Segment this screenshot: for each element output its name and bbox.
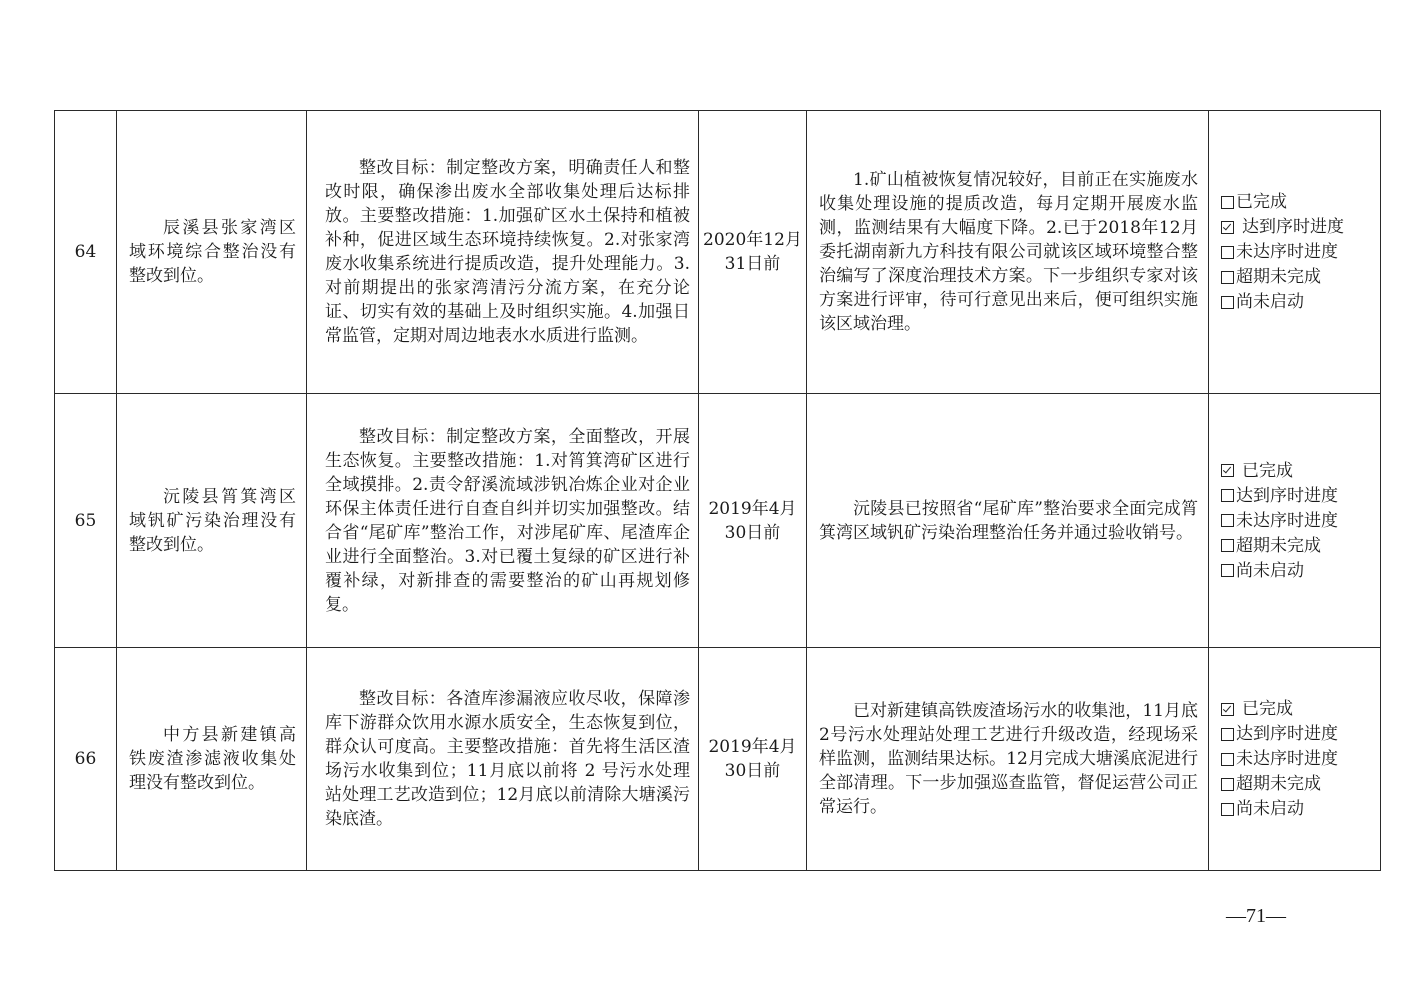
problem-cell	[117, 394, 307, 648]
progress-text: 沅陵县已按照省“尾矿库”整治要求全面完成筲箕湾区域钒矿污染治理整治任务并通过验收销号。	[819, 498, 1198, 543]
measures-text: 整改目标：各渣库渗漏液应收尽收，保障渗库下游群众饮用水源水质安全，生态恢复到位，群众认可度高。主要整改措施：首先将生活区渣场污水收集到位；11月底以前将 2 号污水处理站处理工艺改造到位；12月底以前清除大塘溪污染底渣。	[325, 689, 690, 829]
status-cell	[1209, 394, 1381, 648]
progress-cell	[807, 111, 1209, 394]
status-checklist	[1209, 458, 1380, 583]
deadline-cell	[699, 648, 807, 871]
status-option	[1221, 290, 1380, 315]
checkbox-icon	[1221, 778, 1234, 791]
checkbox-icon	[1221, 564, 1234, 577]
status-label: 达到序时进度	[1236, 724, 1338, 744]
status-option	[1221, 722, 1380, 747]
deadline-text: 2019年4月30日前	[708, 498, 797, 543]
status-label: 已完成	[1236, 192, 1287, 212]
checked-checkbox-icon	[1221, 221, 1234, 234]
checkbox-icon	[1221, 246, 1234, 259]
table-row	[55, 111, 1381, 394]
status-option	[1221, 747, 1380, 772]
status-label: 未达序时进度	[1236, 242, 1338, 262]
progress-text: 1.矿山植被恢复情况较好，目前正在实施废水收集处理设施的提质改造，每月定期开展废水监测，监测结果有大幅度下降。2.已于2018年12月委托湖南新九方科技有限公司就该区域环境整合整治编写了深度治理技术方案。下一步组织专家对该方案进行评审，待可行意见出来后，便可组织实施该区域治理。	[819, 170, 1198, 334]
measures-cell	[307, 394, 699, 648]
row-number: 65	[55, 394, 117, 648]
table-row	[55, 394, 1381, 648]
status-label: 尚未启动	[1236, 799, 1304, 819]
problem-cell	[117, 648, 307, 871]
status-label: 尚未启动	[1236, 292, 1304, 312]
measures-cell	[307, 111, 699, 394]
measures-cell	[307, 648, 699, 871]
deadline-text: 2020年12月31日前	[703, 230, 802, 274]
status-option	[1221, 215, 1380, 240]
checkbox-icon	[1221, 489, 1234, 502]
checked-checkbox-icon	[1221, 703, 1234, 716]
row-number: 66	[55, 648, 117, 871]
page-number: —71—	[1226, 905, 1286, 927]
status-option	[1221, 190, 1380, 215]
checkbox-icon	[1221, 728, 1234, 741]
measures-text: 整改目标：制定整改方案，全面整改，开展生态恢复。主要整改措施：1.对筲箕湾矿区进行全域摸排。2.责令舒溪流域涉钒冶炼企业对企业环保主体责任进行自查自纠并切实加强整改。结合省“尾矿库”整治工作，对涉尾矿库、尾渣库企业进行全面整治。3.对已覆土复绿的矿区进行补覆补绿，对新排查的需要整治的矿山再规划修复。	[325, 426, 690, 615]
status-option	[1221, 533, 1380, 558]
status-cell	[1209, 648, 1381, 871]
status-label: 达到序时进度	[1236, 485, 1338, 506]
deadline-cell	[699, 394, 807, 648]
status-option	[1221, 697, 1380, 722]
checkbox-icon	[1221, 196, 1234, 209]
checkbox-icon	[1221, 753, 1234, 766]
checkbox-icon	[1221, 271, 1234, 284]
status-option	[1221, 558, 1380, 583]
status-label: 未达序时进度	[1236, 749, 1338, 769]
deadline-text: 2019年4月30日前	[708, 737, 797, 781]
checked-checkbox-icon	[1221, 464, 1234, 477]
problem-text: 辰溪县张家湾区域环境综合整治没有整改到位。	[129, 218, 296, 286]
status-option	[1221, 458, 1380, 483]
status-label: 未达序时进度	[1236, 510, 1338, 531]
status-option	[1221, 772, 1380, 797]
problem-cell	[117, 111, 307, 394]
table-row	[55, 648, 1381, 871]
deadline-cell	[699, 111, 807, 394]
status-label: 已完成	[1242, 460, 1293, 481]
progress-text: 已对新建镇高铁废渣场污水的收集池，11月底2号污水处理站处理工艺进行升级改造，经现场采样监测，监测结果达标。12月完成大塘溪底泥进行全部清理。下一步加强巡查监管，督促运营公司正常运行。	[819, 701, 1198, 817]
progress-cell	[807, 648, 1209, 871]
measures-text: 整改目标：制定整改方案，明确责任人和整改时限，确保渗出废水全部收集处理后达标排放。主要整改措施：1.加强矿区水土保持和植被补种，促进区域生态环境持续恢复。2.对张家湾废水收集系统进行提质改造，提升处理能力。3.对前期提出的张家湾清污分流方案，在充分论证、切实有效的基础上及时组织实施。4.加强日常监管，定期对周边地表水水质进行监测。	[325, 158, 690, 346]
checkbox-icon	[1221, 539, 1234, 552]
checkbox-icon	[1221, 514, 1234, 527]
status-cell	[1209, 111, 1381, 394]
status-label: 达到序时进度	[1242, 217, 1344, 237]
status-label: 超期未完成	[1236, 267, 1321, 287]
status-label: 已完成	[1242, 699, 1293, 719]
status-option	[1221, 797, 1380, 822]
status-label: 尚未启动	[1236, 560, 1304, 581]
problem-text: 中方县新建镇高铁废渣渗滤液收集处理没有整改到位。	[129, 725, 296, 793]
progress-cell	[807, 394, 1209, 648]
status-checklist	[1209, 190, 1380, 315]
status-label: 超期未完成	[1236, 535, 1321, 556]
status-option	[1221, 508, 1380, 533]
row-number: 64	[55, 111, 117, 394]
status-checklist	[1209, 697, 1380, 822]
status-option	[1221, 483, 1380, 508]
checkbox-icon	[1221, 296, 1234, 309]
status-option	[1221, 265, 1380, 290]
rectification-table	[54, 110, 1381, 871]
status-label: 超期未完成	[1236, 774, 1321, 794]
checkbox-icon	[1221, 803, 1234, 816]
problem-text: 沅陵县筲箕湾区域钒矿污染治理没有整改到位。	[129, 486, 296, 555]
status-option	[1221, 240, 1380, 265]
